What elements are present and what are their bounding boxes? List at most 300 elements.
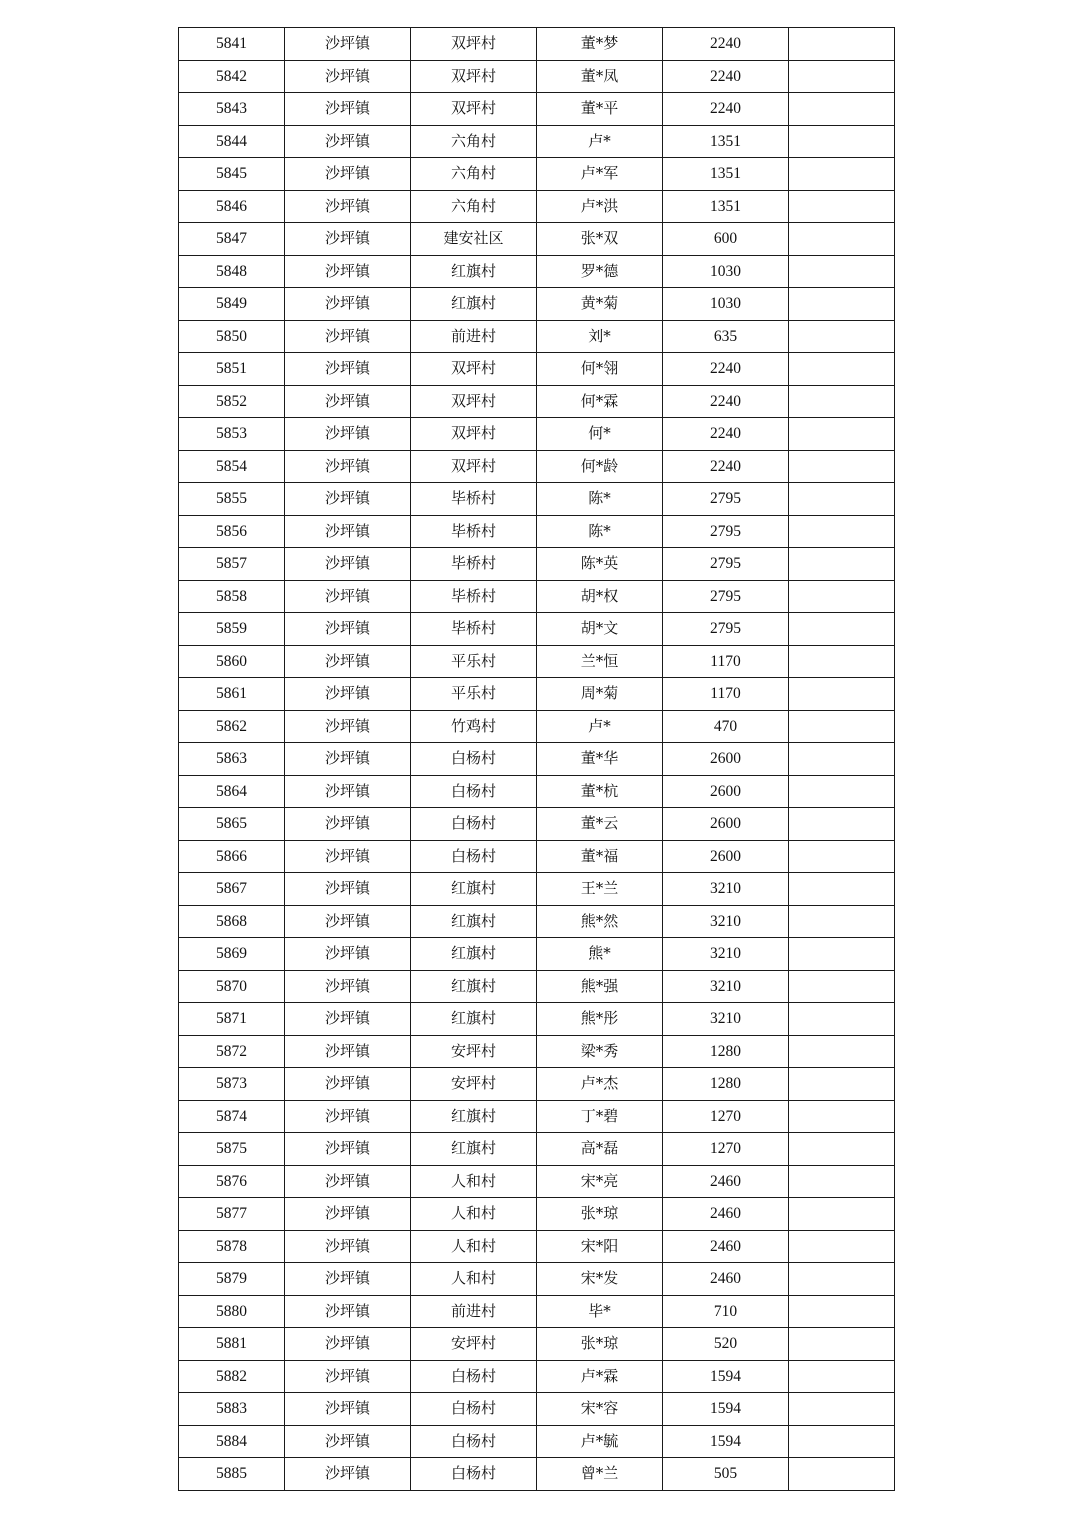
name-cell: 胡*权 <box>537 580 663 613</box>
village-cell: 人和村 <box>411 1165 537 1198</box>
village-cell: 双坪村 <box>411 385 537 418</box>
village-cell: 白杨村 <box>411 1360 537 1393</box>
serial-number-cell: 5884 <box>179 1425 285 1458</box>
town-cell: 沙坪镇 <box>285 1328 411 1361</box>
town-cell: 沙坪镇 <box>285 483 411 516</box>
table-row <box>179 223 895 256</box>
serial-number-cell: 5841 <box>179 28 285 61</box>
remark-cell <box>789 1458 895 1491</box>
village-cell: 红旗村 <box>411 970 537 1003</box>
town-cell: 沙坪镇 <box>285 938 411 971</box>
amount-cell: 1270 <box>663 1133 789 1166</box>
town-cell: 沙坪镇 <box>285 450 411 483</box>
name-cell: 董*福 <box>537 840 663 873</box>
village-cell: 毕桥村 <box>411 613 537 646</box>
name-cell: 宋*阳 <box>537 1230 663 1263</box>
serial-number-cell: 5879 <box>179 1263 285 1296</box>
remark-cell <box>789 613 895 646</box>
town-cell: 沙坪镇 <box>285 613 411 646</box>
serial-number-cell: 5875 <box>179 1133 285 1166</box>
table-row <box>179 808 895 841</box>
town-cell: 沙坪镇 <box>285 515 411 548</box>
amount-cell: 2240 <box>663 93 789 126</box>
name-cell: 王*兰 <box>537 873 663 906</box>
remark-cell <box>789 1393 895 1426</box>
name-cell: 熊* <box>537 938 663 971</box>
name-cell: 何* <box>537 418 663 451</box>
name-cell: 罗*德 <box>537 255 663 288</box>
remark-cell <box>789 1003 895 1036</box>
serial-number-cell: 5863 <box>179 743 285 776</box>
amount-cell: 2600 <box>663 808 789 841</box>
amount-cell: 1351 <box>663 190 789 223</box>
amount-cell: 1170 <box>663 645 789 678</box>
amount-cell: 3210 <box>663 938 789 971</box>
serial-number-cell: 5870 <box>179 970 285 1003</box>
town-cell: 沙坪镇 <box>285 418 411 451</box>
data-table <box>178 27 895 1491</box>
serial-number-cell: 5880 <box>179 1295 285 1328</box>
table-row <box>179 1295 895 1328</box>
remark-cell <box>789 710 895 743</box>
amount-cell: 2460 <box>663 1165 789 1198</box>
remark-cell <box>789 548 895 581</box>
village-cell: 红旗村 <box>411 1133 537 1166</box>
village-cell: 人和村 <box>411 1198 537 1231</box>
name-cell: 陈* <box>537 515 663 548</box>
remark-cell <box>789 353 895 386</box>
village-cell: 平乐村 <box>411 645 537 678</box>
amount-cell: 1030 <box>663 255 789 288</box>
amount-cell: 2795 <box>663 580 789 613</box>
amount-cell: 2240 <box>663 385 789 418</box>
amount-cell: 2460 <box>663 1230 789 1263</box>
town-cell: 沙坪镇 <box>285 1003 411 1036</box>
serial-number-cell: 5854 <box>179 450 285 483</box>
name-cell: 兰*恒 <box>537 645 663 678</box>
town-cell: 沙坪镇 <box>285 1198 411 1231</box>
table-row <box>179 1328 895 1361</box>
amount-cell: 1270 <box>663 1100 789 1133</box>
table-row <box>179 1100 895 1133</box>
remark-cell <box>789 1100 895 1133</box>
village-cell: 白杨村 <box>411 1425 537 1458</box>
name-cell: 何*翎 <box>537 353 663 386</box>
amount-cell: 1594 <box>663 1360 789 1393</box>
table-row <box>179 515 895 548</box>
amount-cell: 2240 <box>663 450 789 483</box>
serial-number-cell: 5853 <box>179 418 285 451</box>
town-cell: 沙坪镇 <box>285 548 411 581</box>
amount-cell: 3210 <box>663 905 789 938</box>
serial-number-cell: 5869 <box>179 938 285 971</box>
village-cell: 平乐村 <box>411 678 537 711</box>
name-cell: 何*龄 <box>537 450 663 483</box>
amount-cell: 2795 <box>663 515 789 548</box>
remark-cell <box>789 645 895 678</box>
serial-number-cell: 5847 <box>179 223 285 256</box>
town-cell: 沙坪镇 <box>285 970 411 1003</box>
table-row <box>179 190 895 223</box>
table-row <box>179 320 895 353</box>
remark-cell <box>789 418 895 451</box>
name-cell: 宋*亮 <box>537 1165 663 1198</box>
name-cell: 张*琼 <box>537 1328 663 1361</box>
table-row <box>179 840 895 873</box>
name-cell: 熊*彤 <box>537 1003 663 1036</box>
village-cell: 红旗村 <box>411 288 537 321</box>
table-row <box>179 1393 895 1426</box>
name-cell: 梁*秀 <box>537 1035 663 1068</box>
town-cell: 沙坪镇 <box>285 1035 411 1068</box>
name-cell: 张*琼 <box>537 1198 663 1231</box>
town-cell: 沙坪镇 <box>285 840 411 873</box>
village-cell: 前进村 <box>411 1295 537 1328</box>
remark-cell <box>789 678 895 711</box>
name-cell: 卢*洪 <box>537 190 663 223</box>
serial-number-cell: 5873 <box>179 1068 285 1101</box>
town-cell: 沙坪镇 <box>285 288 411 321</box>
remark-cell <box>789 483 895 516</box>
table-row <box>179 1068 895 1101</box>
serial-number-cell: 5885 <box>179 1458 285 1491</box>
serial-number-cell: 5844 <box>179 125 285 158</box>
village-cell: 红旗村 <box>411 873 537 906</box>
table-row <box>179 483 895 516</box>
village-cell: 双坪村 <box>411 93 537 126</box>
village-cell: 毕桥村 <box>411 548 537 581</box>
name-cell: 宋*发 <box>537 1263 663 1296</box>
table-row <box>179 678 895 711</box>
town-cell: 沙坪镇 <box>285 190 411 223</box>
table-row <box>179 93 895 126</box>
town-cell: 沙坪镇 <box>285 93 411 126</box>
name-cell: 董*杭 <box>537 775 663 808</box>
village-cell: 竹鸡村 <box>411 710 537 743</box>
town-cell: 沙坪镇 <box>285 1425 411 1458</box>
serial-number-cell: 5851 <box>179 353 285 386</box>
table-row <box>179 288 895 321</box>
remark-cell <box>789 808 895 841</box>
table-row <box>179 28 895 61</box>
remark-cell <box>789 60 895 93</box>
town-cell: 沙坪镇 <box>285 353 411 386</box>
amount-cell: 2795 <box>663 483 789 516</box>
amount-cell: 1594 <box>663 1425 789 1458</box>
serial-number-cell: 5843 <box>179 93 285 126</box>
remark-cell <box>789 873 895 906</box>
name-cell: 丁*碧 <box>537 1100 663 1133</box>
amount-cell: 1351 <box>663 125 789 158</box>
town-cell: 沙坪镇 <box>285 1133 411 1166</box>
table-row <box>179 645 895 678</box>
table-row <box>179 353 895 386</box>
village-cell: 红旗村 <box>411 1003 537 1036</box>
village-cell: 红旗村 <box>411 905 537 938</box>
village-cell: 建安社区 <box>411 223 537 256</box>
serial-number-cell: 5852 <box>179 385 285 418</box>
name-cell: 卢*军 <box>537 158 663 191</box>
town-cell: 沙坪镇 <box>285 1230 411 1263</box>
town-cell: 沙坪镇 <box>285 1165 411 1198</box>
serial-number-cell: 5866 <box>179 840 285 873</box>
town-cell: 沙坪镇 <box>285 1068 411 1101</box>
village-cell: 白杨村 <box>411 1393 537 1426</box>
amount-cell: 2600 <box>663 840 789 873</box>
name-cell: 陈* <box>537 483 663 516</box>
remark-cell <box>789 938 895 971</box>
amount-cell: 2795 <box>663 613 789 646</box>
name-cell: 董*凤 <box>537 60 663 93</box>
serial-number-cell: 5848 <box>179 255 285 288</box>
amount-cell: 2240 <box>663 418 789 451</box>
table-row <box>179 255 895 288</box>
table-body <box>179 28 895 1491</box>
town-cell: 沙坪镇 <box>285 125 411 158</box>
remark-cell <box>789 1035 895 1068</box>
serial-number-cell: 5858 <box>179 580 285 613</box>
remark-cell <box>789 255 895 288</box>
serial-number-cell: 5846 <box>179 190 285 223</box>
remark-cell <box>789 1425 895 1458</box>
table-row <box>179 970 895 1003</box>
amount-cell: 2460 <box>663 1263 789 1296</box>
town-cell: 沙坪镇 <box>285 580 411 613</box>
town-cell: 沙坪镇 <box>285 1263 411 1296</box>
name-cell: 熊*强 <box>537 970 663 1003</box>
village-cell: 双坪村 <box>411 418 537 451</box>
remark-cell <box>789 1165 895 1198</box>
amount-cell: 470 <box>663 710 789 743</box>
town-cell: 沙坪镇 <box>285 808 411 841</box>
table-row <box>179 905 895 938</box>
town-cell: 沙坪镇 <box>285 320 411 353</box>
amount-cell: 2600 <box>663 743 789 776</box>
village-cell: 安坪村 <box>411 1328 537 1361</box>
amount-cell: 2240 <box>663 60 789 93</box>
village-cell: 红旗村 <box>411 255 537 288</box>
serial-number-cell: 5857 <box>179 548 285 581</box>
village-cell: 双坪村 <box>411 28 537 61</box>
name-cell: 董*云 <box>537 808 663 841</box>
village-cell: 白杨村 <box>411 840 537 873</box>
name-cell: 卢* <box>537 710 663 743</box>
town-cell: 沙坪镇 <box>285 775 411 808</box>
amount-cell: 710 <box>663 1295 789 1328</box>
table-row <box>179 1133 895 1166</box>
name-cell: 卢*霖 <box>537 1360 663 1393</box>
serial-number-cell: 5876 <box>179 1165 285 1198</box>
serial-number-cell: 5882 <box>179 1360 285 1393</box>
town-cell: 沙坪镇 <box>285 1100 411 1133</box>
name-cell: 卢*毓 <box>537 1425 663 1458</box>
remark-cell <box>789 905 895 938</box>
amount-cell: 1030 <box>663 288 789 321</box>
remark-cell <box>789 1328 895 1361</box>
table-row <box>179 743 895 776</box>
amount-cell: 1351 <box>663 158 789 191</box>
remark-cell <box>789 125 895 158</box>
village-cell: 双坪村 <box>411 60 537 93</box>
amount-cell: 635 <box>663 320 789 353</box>
town-cell: 沙坪镇 <box>285 60 411 93</box>
town-cell: 沙坪镇 <box>285 905 411 938</box>
town-cell: 沙坪镇 <box>285 28 411 61</box>
amount-cell: 1170 <box>663 678 789 711</box>
town-cell: 沙坪镇 <box>285 743 411 776</box>
table-row <box>179 775 895 808</box>
table-row <box>179 613 895 646</box>
name-cell: 熊*然 <box>537 905 663 938</box>
amount-cell: 3210 <box>663 1003 789 1036</box>
village-cell: 红旗村 <box>411 938 537 971</box>
village-cell: 毕桥村 <box>411 515 537 548</box>
table-row <box>179 1003 895 1036</box>
serial-number-cell: 5860 <box>179 645 285 678</box>
village-cell: 前进村 <box>411 320 537 353</box>
name-cell: 宋*容 <box>537 1393 663 1426</box>
name-cell: 刘* <box>537 320 663 353</box>
village-cell: 白杨村 <box>411 808 537 841</box>
remark-cell <box>789 385 895 418</box>
remark-cell <box>789 1198 895 1231</box>
table-row <box>179 580 895 613</box>
town-cell: 沙坪镇 <box>285 678 411 711</box>
town-cell: 沙坪镇 <box>285 645 411 678</box>
table-row <box>179 1198 895 1231</box>
table-row <box>179 1360 895 1393</box>
serial-number-cell: 5878 <box>179 1230 285 1263</box>
serial-number-cell: 5845 <box>179 158 285 191</box>
village-cell: 白杨村 <box>411 1458 537 1491</box>
name-cell: 高*磊 <box>537 1133 663 1166</box>
table-row <box>179 710 895 743</box>
table-row <box>179 60 895 93</box>
serial-number-cell: 5864 <box>179 775 285 808</box>
village-cell: 白杨村 <box>411 775 537 808</box>
serial-number-cell: 5859 <box>179 613 285 646</box>
serial-number-cell: 5867 <box>179 873 285 906</box>
amount-cell: 520 <box>663 1328 789 1361</box>
table-row <box>179 938 895 971</box>
remark-cell <box>789 515 895 548</box>
serial-number-cell: 5871 <box>179 1003 285 1036</box>
village-cell: 双坪村 <box>411 450 537 483</box>
serial-number-cell: 5883 <box>179 1393 285 1426</box>
amount-cell: 1280 <box>663 1035 789 1068</box>
serial-number-cell: 5877 <box>179 1198 285 1231</box>
serial-number-cell: 5856 <box>179 515 285 548</box>
serial-number-cell: 5850 <box>179 320 285 353</box>
table-row <box>179 158 895 191</box>
serial-number-cell: 5872 <box>179 1035 285 1068</box>
remark-cell <box>789 1263 895 1296</box>
amount-cell: 1280 <box>663 1068 789 1101</box>
table-row <box>179 873 895 906</box>
village-cell: 六角村 <box>411 158 537 191</box>
remark-cell <box>789 223 895 256</box>
name-cell: 董*平 <box>537 93 663 126</box>
name-cell: 董*华 <box>537 743 663 776</box>
remark-cell <box>789 775 895 808</box>
serial-number-cell: 5862 <box>179 710 285 743</box>
amount-cell: 3210 <box>663 873 789 906</box>
name-cell: 卢* <box>537 125 663 158</box>
town-cell: 沙坪镇 <box>285 1458 411 1491</box>
serial-number-cell: 5849 <box>179 288 285 321</box>
name-cell: 董*梦 <box>537 28 663 61</box>
town-cell: 沙坪镇 <box>285 1360 411 1393</box>
remark-cell <box>789 288 895 321</box>
name-cell: 曾*兰 <box>537 1458 663 1491</box>
village-cell: 安坪村 <box>411 1035 537 1068</box>
remark-cell <box>789 743 895 776</box>
table-row <box>179 1035 895 1068</box>
name-cell: 胡*文 <box>537 613 663 646</box>
town-cell: 沙坪镇 <box>285 1295 411 1328</box>
table-row <box>179 450 895 483</box>
village-cell: 人和村 <box>411 1263 537 1296</box>
village-cell: 人和村 <box>411 1230 537 1263</box>
village-cell: 双坪村 <box>411 353 537 386</box>
name-cell: 周*菊 <box>537 678 663 711</box>
remark-cell <box>789 1133 895 1166</box>
name-cell: 卢*杰 <box>537 1068 663 1101</box>
town-cell: 沙坪镇 <box>285 710 411 743</box>
table-row <box>179 1425 895 1458</box>
amount-cell: 2460 <box>663 1198 789 1231</box>
name-cell: 陈*英 <box>537 548 663 581</box>
remark-cell <box>789 1360 895 1393</box>
remark-cell <box>789 320 895 353</box>
town-cell: 沙坪镇 <box>285 223 411 256</box>
amount-cell: 2795 <box>663 548 789 581</box>
remark-cell <box>789 1230 895 1263</box>
remark-cell <box>789 28 895 61</box>
town-cell: 沙坪镇 <box>285 873 411 906</box>
village-cell: 毕桥村 <box>411 483 537 516</box>
name-cell: 张*双 <box>537 223 663 256</box>
amount-cell: 600 <box>663 223 789 256</box>
remark-cell <box>789 580 895 613</box>
serial-number-cell: 5881 <box>179 1328 285 1361</box>
table-row <box>179 418 895 451</box>
serial-number-cell: 5861 <box>179 678 285 711</box>
name-cell: 黄*菊 <box>537 288 663 321</box>
serial-number-cell: 5865 <box>179 808 285 841</box>
name-cell: 何*霖 <box>537 385 663 418</box>
village-cell: 红旗村 <box>411 1100 537 1133</box>
amount-cell: 2240 <box>663 353 789 386</box>
remark-cell <box>789 1295 895 1328</box>
village-cell: 安坪村 <box>411 1068 537 1101</box>
amount-cell: 1594 <box>663 1393 789 1426</box>
table-row <box>179 548 895 581</box>
table-row <box>179 1263 895 1296</box>
town-cell: 沙坪镇 <box>285 385 411 418</box>
remark-cell <box>789 190 895 223</box>
remark-cell <box>789 450 895 483</box>
amount-cell: 2240 <box>663 28 789 61</box>
village-cell: 白杨村 <box>411 743 537 776</box>
remark-cell <box>789 158 895 191</box>
table-row <box>179 385 895 418</box>
table-row <box>179 1165 895 1198</box>
serial-number-cell: 5868 <box>179 905 285 938</box>
remark-cell <box>789 93 895 126</box>
name-cell: 毕* <box>537 1295 663 1328</box>
table-row <box>179 1230 895 1263</box>
